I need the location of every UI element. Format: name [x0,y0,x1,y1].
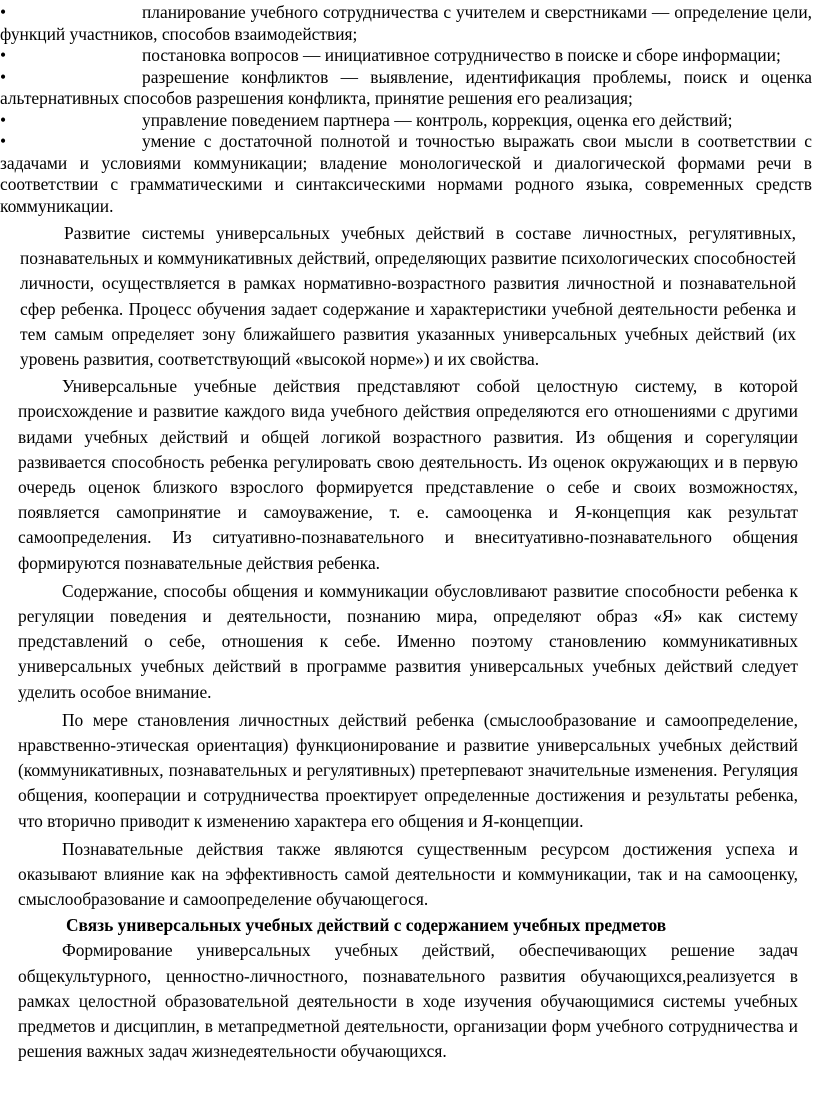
paragraph-cognitive-actions: Познавательные действия также являются существенным ресурсом достижения успеха и оказывают влияние как на эффективность самой деятельности и коммуникации, так и на самооценку, смыслообразование и самоопределение обучающегося. [18,838,798,910]
bullet-icon: • [0,66,7,87]
bullet-icon: • [0,2,7,22]
paragraph-personal-actions: По мере становления личностных действий ребенка (смыслообразование и самоопределение, нравственно-этическая ориентация) функционирование и развитие универсальных учебных действий (коммуникативных, познавательных и регулятивных) претерпевают значительные изменения. Регуляция общения, кооперации и сотрудничества проектирует определенные достижения и результаты ребенка, что вторично приводит к изменению характера его общения и Я-концепции. [18,709,798,831]
bullet-list [0,2,816,217]
bullet-text: постановка вопросов — инициативное сотрудничество в поиске и сборе информации; [142,45,781,65]
bullet-text: разрешение конфликтов — выявление, идентификация проблемы, поиск и оценка альтернативных способов разрешения конфликта, принятие решения его реализация; [0,66,812,108]
bullet-text: управление поведением партнера — контроль, коррекция, оценка его действий; [142,109,733,130]
bullet-icon: • [0,109,7,130]
list-item [0,2,812,45]
list-item [0,45,812,67]
bullet-icon: • [0,131,7,151]
list-item [0,67,812,110]
paragraph-formation: Формирование универсальных учебных действий, обеспечивающих решение задач общекультурного, ценностно-личностного, познавательного развития обучающихся,реализуется в рамках целостной образовательной деятельности в ходе изучения обучающимися системы учебных предметов и дисциплин, в метапредметной деятельности, организации форм учебного сотрудничества и решения важных задач жизнедеятельности обучающихся. [18,940,798,1062]
bullet-text: умение с достаточной полнотой и точностью выражать свои мысли в соответствии с задачами и условиями коммуникации; владение монологической и диалогической формами речи в соответствии с грамматическими и синтаксическими нормами родного языка, современных средств коммуникации. [0,131,812,216]
bullet-icon: • [0,45,7,65]
paragraph-integral-system: Универсальные учебные действия представляют собой целостную систему, в которой происхождение и развитие каждого вида учебного действия определяются его отношениями с другими видами учебных действий и общей логикой возрастного развития. Из общения и сорегуляции развивается способность ребенка регулировать свою деятельность. Из оценок окружающих и в первую очередь оценок близкого взрослого формируется представление о себе и своих возможностях, появляется самопринятие и самоуважение, т. е. самооценка и Я-концепция как результат самоопределения. Из ситуативно-познавательного и внеситуативно-познавательного общения формируются познавательные действия ребенка. [18,376,798,573]
list-item [0,131,812,217]
paragraph-communication-content: Содержание, способы общения и коммуникации обусловливают развитие способности ребенка к регуляции поведения и деятельности, познанию мира, определяют образ «Я» как систему представлений о себе, отношения к себе. Именно поэтому становлению коммуникативных универсальных учебных действий в программе развития универсальных учебных действий следует уделить особое внимание. [18,580,798,702]
bullet-text: планирование учебного сотрудничества с учителем и сверстниками — определение цели, функций участников, способов взаимодействия; [0,2,812,44]
paragraph-development-system: Развитие системы универсальных учебных действий в составе личностных, регулятивных, познавательных и коммуникативных действий, определяющих развитие психологических способностей личности, осуществляется в рамках нормативно-возрастного развития личностной и познавательной сфер ребенка. Процесс обучения задает содержание и характеристики учебной деятельности ребенка и тем самым определяет зону ближайшего развития указанных универсальных учебных действий (их уровень развития, соответствующий «высокой норме») и их свойства. [20,223,796,370]
list-item [0,110,812,132]
section-heading: Связь универсальных учебных действий с содержанием учебных предметов [66,915,667,936]
